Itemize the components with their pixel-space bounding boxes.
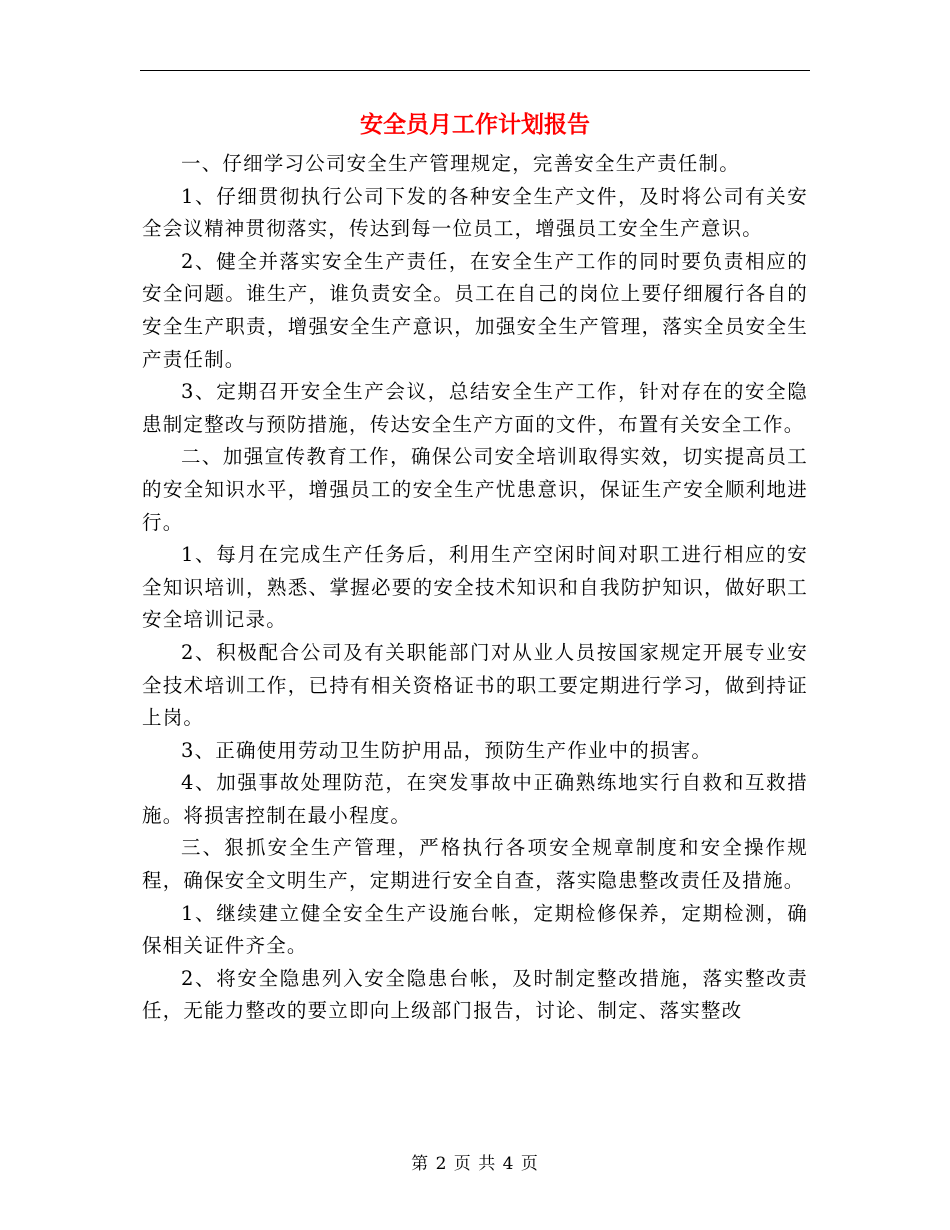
header-rule bbox=[140, 70, 810, 71]
paragraph: 4、加强事故处理防范，在突发事故中正确熟练地实行自救和互救措施。将损害控制在最小程度。 bbox=[142, 771, 808, 827]
paragraph: 2、健全并落实安全生产责任，在安全生产工作的同时要负责相应的安全问题。谁生产，谁负责安全。员工在自己的岗位上要仔细履行各自的安全生产职责，增强安全生产意识，加强安全生产管理，落实全员安全生产责任制。 bbox=[142, 249, 808, 371]
document-body bbox=[142, 148, 808, 1028]
paragraph: 二、加强宣传教育工作，确保公司安全培训取得实效，切实提高员工的安全知识水平，增强员工的安全生产忧患意识，保证生产安全顺利地进行。 bbox=[142, 445, 808, 534]
document-title: 安全员月工作计划报告 bbox=[360, 111, 590, 138]
paragraph: 1、每月在完成生产任务后，利用生产空闲时间对职工进行相应的安全知识培训，熟悉、掌握必要的安全技术知识和自我防护知识，做好职工安全培训记录。 bbox=[142, 543, 808, 632]
paragraph: 2、积极配合公司及有关职能部门对从业人员按国家规定开展专业安全技术培训工作，已持有相关资格证书的职工要定期进行学习，做到持证上岗。 bbox=[142, 640, 808, 730]
paragraph: 一、仔细学习公司安全生产管理规定，完善安全生产责任制。 bbox=[181, 152, 740, 175]
paragraph: 2、将安全隐患列入安全隐患台帐，及时制定整改措施，落实整改责任，无能力整改的要立即向上级部门报告，讨论、制定、落实整改 bbox=[142, 966, 808, 1023]
paragraph: 3、正确使用劳动卫生防护用品，预防生产作业中的损害。 bbox=[181, 738, 713, 762]
paragraph: 1、继续建立健全安全生产设施台帐，定期检修保养，定期检测，确保相关证件齐全。 bbox=[142, 901, 808, 958]
page-number: 第 2 页 共 4 页 bbox=[411, 1154, 539, 1174]
paragraph: 三、狠抓安全生产管理，严格执行各项安全规章制度和安全操作规程，确保安全文明生产，定期进行安全自查，落实隐患整改责任及措施。 bbox=[142, 836, 808, 893]
paragraph: 1、仔细贯彻执行公司下发的各种安全生产文件，及时将公司有关安全会议精神贯彻落实，传达到每一位员工，增强员工安全生产意识。 bbox=[142, 184, 808, 241]
paragraph: 3、定期召开安全生产会议，总结安全生产工作，针对存在的安全隐患制定整改与预防措施，传达安全生产方面的文件，布置有关安全工作。 bbox=[142, 380, 808, 436]
